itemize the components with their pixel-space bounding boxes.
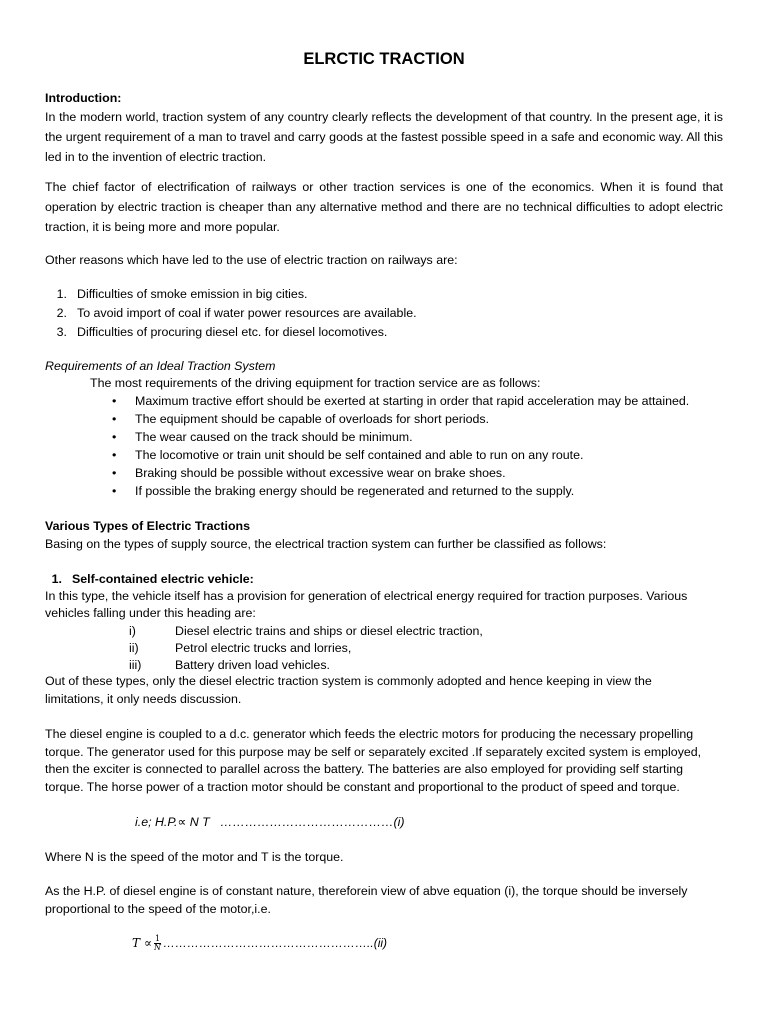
requirement-item: Maximum tractive effort should be exerted at starting in order that rapid acceleration may be attained. — [135, 394, 690, 408]
reason-item — [45, 285, 307, 303]
intro-heading: Introduction: — [45, 91, 122, 105]
requirement-item: The locomotive or train unit should be self contained and able to run on any route. — [135, 448, 584, 462]
fraction-numerator: 1 — [154, 934, 161, 943]
subsection-heading — [45, 570, 254, 588]
equation-2-rhs: ……………………………………………..(ii) — [163, 936, 388, 950]
types-paragraph-3: The diesel engine is coupled to a d.c. generator which feeds the electric motors for producing the necessary propelling torque. The generator used for this purpose may be self or separately excited .If separately excited system is employed, then the exciter is connected to parallel across the battery. The batteries are also employed for providing self starting torque. The horse power of a traction motor should be constant and proportional to the product of speed and torque. — [45, 727, 702, 794]
bullet-icon: • — [112, 484, 117, 498]
example-number: ii) — [129, 641, 139, 655]
types-paragraph-2: Out of these types, only the diesel electric traction system is commonly adopted and hence keeping in view the limitations, it only needs discussion. — [45, 674, 652, 706]
types-lead: Basing on the types of supply source, the electrical traction system can further be classified as follows: — [45, 537, 607, 551]
equation-1: i.e; H.P.∝ N T ……………………………………(i) — [135, 815, 405, 829]
types-paragraph-1-line-1: In this type, the vehicle itself has a provision for generation of electrical energy required for traction purposes. Various — [45, 589, 688, 603]
bullet-icon: • — [112, 412, 117, 426]
reason-text: Difficulties of smoke emission in big cities. — [77, 287, 308, 301]
bullet-icon: • — [112, 430, 117, 444]
reason-item — [45, 304, 417, 322]
types-heading: Various Types of Electric Tractions — [45, 519, 250, 533]
requirements-lead: The most requirements of the driving equipment for traction service are as follows: — [90, 376, 541, 390]
requirement-item: The wear caused on the track should be minimum. — [135, 430, 413, 444]
fraction-denominator: N — [154, 943, 161, 952]
reason-number: 2. — [56, 306, 67, 320]
example-number: iii) — [129, 658, 142, 672]
requirements-heading: Requirements of an Ideal Traction System — [45, 359, 276, 373]
fraction — [154, 935, 161, 952]
requirement-item: Braking should be possible without excessive wear on brake shoes. — [135, 466, 506, 480]
reason-text: To avoid import of coal if water power resources are available. — [77, 306, 417, 320]
example-text: Petrol electric trucks and lorries, — [175, 641, 352, 655]
types-paragraph-1-line-2: vehicles falling under this heading are: — [45, 606, 256, 620]
intro-paragraph-1: In the modern world, traction system of any country clearly reflects the development of that country. In the present age, it is the urgent requirement of a man to travel and carry goods at the fastest possible speed in a safe and economic way. All this led in to the invention of electric traction. — [45, 110, 723, 164]
page-title: ELRCTIC TRACTION — [303, 50, 465, 68]
reason-item — [45, 323, 387, 341]
equation-2 — [132, 934, 387, 952]
example-text: Diesel electric trains and ships or diesel electric traction, — [175, 624, 483, 638]
bullet-icon: • — [112, 466, 117, 480]
requirement-item: If possible the braking energy should be regenerated and returned to the supply. — [135, 484, 575, 498]
intro-paragraph-2: The chief factor of electrification of railways or other traction services is one of the economics. When it is found that operation by electric traction is cheaper than any alternative method and there are no technical difficulties to adopt electric traction, it is being more and more popular. — [45, 180, 723, 234]
bullet-icon: • — [112, 448, 117, 462]
subsection-number: 1. — [51, 572, 62, 586]
equation-2-lhs: T ∝ — [132, 936, 152, 950]
types-paragraph-5: As the H.P. of diesel engine is of constant nature, thereforein view of abve equation (i), the torque should be inversely proportional to the speed of the motor,i.e. — [45, 884, 688, 916]
bullet-icon: • — [112, 394, 117, 408]
reason-number: 3. — [56, 325, 67, 339]
requirement-item: The equipment should be capable of overloads for short periods. — [135, 412, 490, 426]
example-number: i) — [129, 624, 136, 638]
reason-text: Difficulties of procuring diesel etc. for diesel locomotives. — [77, 325, 388, 339]
reason-number: 1. — [56, 287, 67, 301]
example-text: Battery driven load vehicles. — [175, 658, 330, 672]
types-paragraph-4: Where N is the speed of the motor and T is the torque. — [45, 850, 344, 864]
intro-paragraph-3: Other reasons which have led to the use of electric traction on railways are: — [45, 253, 458, 267]
subsection-title: Self-contained electric vehicle: — [72, 572, 254, 586]
